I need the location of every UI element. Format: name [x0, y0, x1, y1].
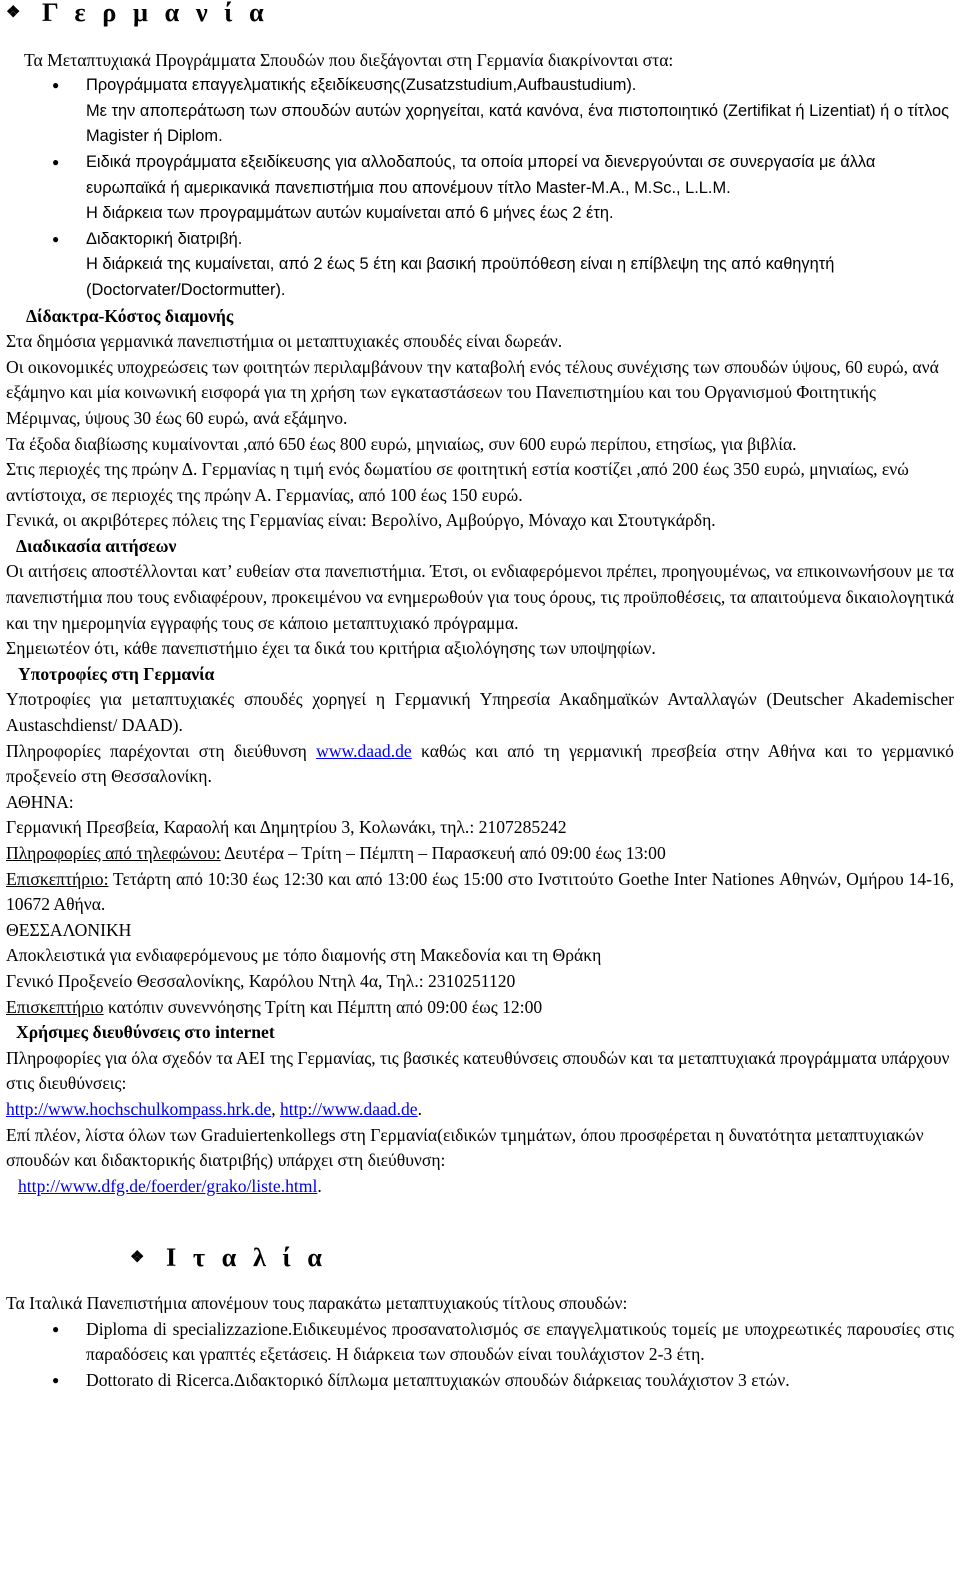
visit-label: Επισκεπτήριο: — [6, 868, 109, 889]
links-paragraph: Πληροφορίες για όλα σχεδόν τα ΑΕΙ της Γερμανίας, τις βασικές κατευθύνσεις σπουδών και τα μεταπτυχιακά προγράμματα υπάρχουν στις διευθύνσεις: — [6, 1047, 950, 1094]
italy-heading-text: Ι τ α λ ί α — [166, 1242, 328, 1273]
diamond-bullet-icon: ❖ — [130, 1249, 145, 1267]
fees-paragraph: Γενικά, οι ακριβότερες πόλεις της Γερμανίας είναι: Βερολίνο, Αμβούργο, Μόναχο και Στουτγκάρδη. — [6, 510, 716, 531]
athens-label: ΑΘΗΝΑ: — [6, 791, 74, 812]
daad-link-2[interactable]: http://www.daad.de — [279, 1098, 418, 1119]
phone-label: Πληροφορίες από τηλεφώνου: — [6, 843, 221, 863]
graduiertenkollegs-paragraph: Επί πλέον, λίστα όλων των Graduiertenkollegs στη Γερμανία(ειδικών τμημάτων, όπου προσφέρεται η δυνατότητα μεταπτυχιακών σπουδών και διδακτορικής διατριβής) υπάρχει στη διεύθυνση: — [6, 1124, 924, 1171]
list-item-text: Η διάρκεια των προγραμμάτων αυτών κυμαίνεται από 6 μήνες έως 2 έτη. — [86, 204, 614, 223]
list-item-title: Προγράμματα επαγγελματικής εξειδίκευσης(Zusatzstudium,Aufbaustudium). — [86, 76, 637, 95]
list-item-text: Dottorato di Ricerca.Διδακτορικό δίπλωμα μεταπτυχιακών σπουδών διάρκειας τουλάχιστον 3 ετών. — [86, 1369, 790, 1390]
italy-program-list — [6, 1317, 954, 1394]
links-heading: Χρήσιμες διευθύνσεις στο internet — [16, 1022, 275, 1043]
application-paragraph: Οι αιτήσεις αποστέλλονται κατ’ ευθείαν στα πανεπιστήμια. Έτσι, οι ενδιαφερόμενοι πρέπει, προηγουμένως, να επικοινωνήσουν με τα πανεπιστήμια που τους ενδιαφέρουν, προκειμένου να ενημερωθούν για τους όρους, τις προϋποθέσεις, τα απαιτούμενα δικαιολογητικά και την ημερομηνία εγγραφής τους σε κάποιο μεταπτυχιακό πρόγραμμα. — [6, 561, 954, 633]
dfg-link-line — [6, 1174, 954, 1200]
list-item — [6, 1317, 954, 1368]
scholarships-info-text: Πληροφορίες παρέχονται στη διεύθυνση — [6, 740, 317, 761]
bullet-icon: ● — [52, 1372, 60, 1387]
scholarships-info-paragraph — [6, 739, 954, 790]
list-item — [6, 73, 954, 150]
thessaloniki-info: Αποκλειστικά για ενδιαφερόμενους με τόπο διαμονής στη Μακεδονία και τη Θράκη — [6, 945, 602, 966]
links-list — [6, 1097, 954, 1123]
scholarships-paragraph: Υποτροφίες για μεταπτυχιακές σπουδές χορηγεί η Γερμανική Υπηρεσία Ακαδημαϊκών Ανταλλαγών (Deutscher Akademischer Austaschdienst/ DAAD). — [6, 689, 954, 736]
thessaloniki-address: Γενικό Προξενείο Θεσσαλονίκης, Καρόλου Ντηλ 4α, Τηλ.: 2310251120 — [6, 970, 516, 991]
daad-link[interactable]: www.daad.de — [316, 740, 412, 761]
application-paragraph: Σημειωτέον ότι, κάθε πανεπιστήμιο έχει τα δικά του κριτήρια αξιολόγησης των υποψηφίων. — [6, 638, 656, 659]
bullet-icon: ● — [52, 231, 60, 246]
fees-paragraph: Στις περιοχές της πρώην Δ. Γερμανίας η τιμή ενός δωματίου σε φοιτητική εστία κοστίζει ,από 200 έως 350 ευρώ, μηνιαίως, ενώ αντίστοιχα, σε περιοχές της πρώην Α. Γερμανίας, από 100 έως 150 ευρώ. — [6, 459, 909, 505]
application-heading: Διαδικασία αιτήσεων — [16, 535, 177, 556]
athens-address: Γερμανική Πρεσβεία, Καραολή και Δημητρίου 3, Κολωνάκι, τηλ.: 2107285242 — [6, 817, 567, 838]
bullet-icon: ● — [52, 154, 60, 169]
dfg-link-end: . — [317, 1175, 322, 1196]
bullet-icon: ● — [52, 78, 60, 93]
fees-heading: Δίδακτρα-Κόστος διαμονής — [26, 305, 234, 326]
hochschulkompass-link[interactable]: http://www.hochschulkompass.hrk.de — [6, 1098, 272, 1119]
thessaloniki-visit-label: Επισκεπτήριο — [6, 996, 104, 1017]
visit-info — [6, 867, 954, 918]
scholarships-heading: Υποτροφίες στη Γερμανία — [18, 663, 215, 684]
germany-program-list — [6, 73, 954, 303]
italy-intro: Τα Ιταλικά Πανεπιστήμια απονέμουν τους παρακάτω μεταπτυχιακούς τίτλους σπουδών: — [6, 1292, 628, 1313]
dfg-link[interactable]: http://www.dfg.de/foerder/grako/liste.html — [18, 1175, 318, 1196]
italy-heading — [6, 1242, 954, 1273]
list-item-title: Διδακτορική διατριβή. — [86, 229, 243, 248]
fees-paragraph: Στα δημόσια γερμανικά πανεπιστήμια οι μεταπτυχιακές σπουδές είναι δωρεάν. — [6, 331, 563, 352]
list-item-title: Ειδικά προγράμματα εξειδίκευσης για αλλοδαπούς, τα οποία μπορεί να διενεργούνται σε συνεργασία με άλλα ευρωπαϊκά ή αμερικανικά πανεπιστήμια που απονέμουν τίτλο Master-M.A., M.Sc., L.L.M. — [86, 152, 876, 197]
phone-info — [6, 841, 954, 867]
list-item-text: Με την αποπεράτωση των σπουδών αυτών χορηγείται, κατά κανόνα, ένα πιστοποιητικό (Zertifikat ή Lizentiat) ή ο τίτλος Magister ή Diplom. — [86, 101, 950, 146]
list-item — [6, 1368, 954, 1394]
list-item-text: Diploma di specializzazione.Ειδικευμένος προσανατολισμός σε επαγγελματικούς τομείς με υποχρεωτικές παρουσίες στις παραδόσεις και γραπτές εξετάσεις. Η διάρκεια των σπουδών είναι τουλάχιστον 2-3 έτη. — [86, 1318, 954, 1365]
germany-heading-text: Γ ε ρ μ α ν ί α — [42, 0, 269, 27]
thessaloniki-visit — [6, 995, 954, 1021]
fees-paragraph: Οι οικονομικές υποχρεώσεις των φοιτητών περιλαμβάνουν την καταβολή ενός τέλους συνέχισης των σπουδών ύψους, 60 ευρώ, ανά εξάμηνο και μία κοινωνική εισφορά για τη χρήση των εγκαταστάσεων του Πανεπιστημίου και του Οργανισμού Φοιτητικής Μέριμνας, ύψους 30 έως 60 ευρώ, ανά εξάμηνο. — [6, 356, 939, 428]
thessaloniki-visit-hours: κατόπιν συνεννόησης Τρίτη και Πέμπτη από 09:00 έως 12:00 — [103, 996, 543, 1017]
links-end: . — [417, 1098, 423, 1119]
thessaloniki-label: ΘΕΣΣΑΛΟΝΙΚΗ — [6, 919, 132, 940]
list-item — [6, 150, 954, 227]
links-separator: , — [271, 1098, 280, 1119]
list-item-text: Η διάρκειά της κυμαίνεται, από 2 έως 5 έτη και βασική προϋπόθεση είναι η επίβλεψη της από καθηγητή (Doctorvater/Doctormutter). — [86, 255, 835, 299]
bullet-icon: ● — [52, 1321, 60, 1336]
diamond-bullet-icon: ❖ — [6, 4, 21, 21]
phone-hours: Δευτέρα – Τρίτη – Πέμπτη – Παρασκευή από 09:00 έως 13:00 — [220, 843, 666, 863]
fees-paragraph: Τα έξοδα διαβίωσης κυμαίνονται ,από 650 έως 800 ευρώ, μηνιαίως, συν 600 ευρώ περίπου, ετησίως, για βιβλία. — [6, 433, 797, 454]
visit-hours: Τετάρτη από 10:30 έως 12:30 και από 13:00 έως 15:00 στο Ινστιτούτο Goethe Inter Nationes Αθηνών, Ομήρου 14-16, 10672 Αθήνα. — [6, 868, 954, 915]
scholarships-info-text-end: καθώς και από τη γερμανική πρεσβεία στην Αθήνα και το γερμανικό προξενείο στη Θεσσαλονίκη. — [6, 740, 954, 787]
list-item — [6, 227, 954, 304]
germany-heading — [6, 0, 954, 26]
germany-intro: Τα Μεταπτυχιακά Προγράμματα Σπουδών που διεξάγονται στη Γερμανία διακρίνονται στα: — [24, 49, 674, 70]
